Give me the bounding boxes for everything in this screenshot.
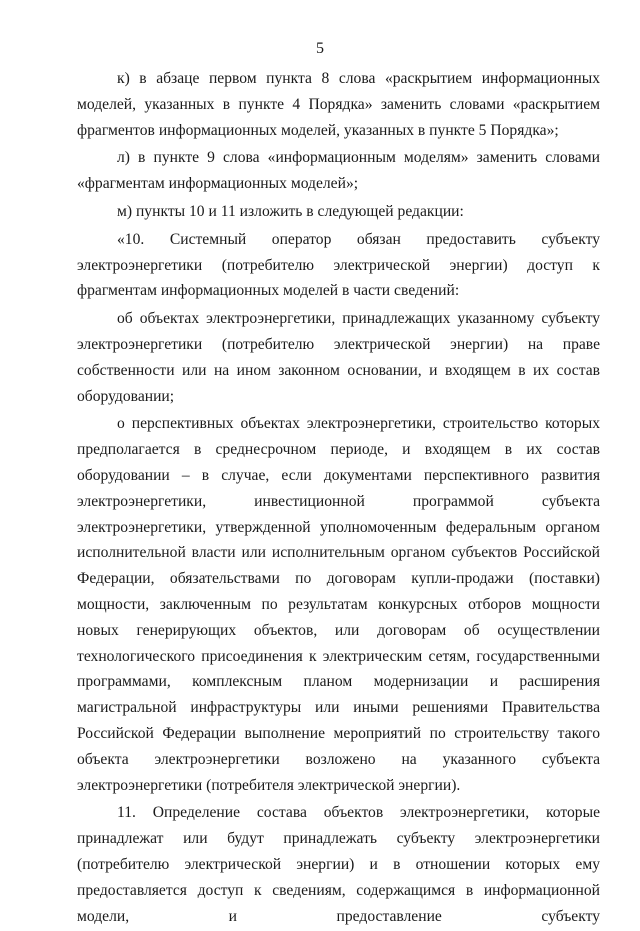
paragraph-11: 11. Определение состава объектов электроэнергетики, которые принадлежат или будут принадлежать субъекту электроэнергетики (потребителю электрической энергии) и в отношении которых ему предоставляется доступ к сведениям, содержащимся в информационной модели, и предоставление субъекту (77, 804, 600, 925)
paragraph-10: «10. Системный оператор обязан предоставить субъекту электроэнергетики (потребителю электрической энергии) доступ к фрагментам информационных моделей в части сведений: (77, 230, 600, 300)
paragraph-existing-objects: об объектах электроэнергетики, принадлежащих указанному субъекту электроэнергетики (потребителю электрической энергии) на праве собственности или на ином законном основании, и входящем в их состав оборудовании; (77, 310, 600, 405)
document-body (77, 66, 600, 931)
paragraph-l: л) в пункте 9 слова «информационным моделям» заменить словами «фрагментам информационных моделей»; (77, 149, 600, 193)
paragraph-m: м) пункты 10 и 11 изложить в следующей редакции: (117, 202, 464, 220)
page-number: 5 (316, 40, 324, 57)
paragraph-prospective-objects: о перспективных объектах электроэнергетики, строительство которых предполагается в среднесрочном периоде, и входящем в их состав оборудовании – в случае, если документами перспективного развития электроэнергетики, инвестиционной программой субъекта электроэнергетики, утвержденной уполномоченным федеральным органом исполнительной власти или исполнительным органом субъектов Российской Федерации, обязательствами по договорам купли-продажи (поставки) мощности, заключенным по результатам конкурсных отборов мощности новых генерирующих объектов, или договорам об осуществлении технологического присоединения к электрическим сетям, государственными программами, комплексным планом модернизации и расширения магистральной инфраструктуры или иными решениями Правительства Российской Федерации выполнение мероприятий по строительству такого объекта электроэнергетики возложено на указанного субъекта электроэнергетики (потребителя электрической энергии). (77, 415, 600, 794)
paragraph-k: к) в абзаце первом пункта 8 слова «раскрытием информационных моделей, указанных в пункте 4 Порядка» заменить словами «раскрытием фрагментов информационных моделей, указанных в пункте 5 Порядка»; (77, 70, 600, 139)
